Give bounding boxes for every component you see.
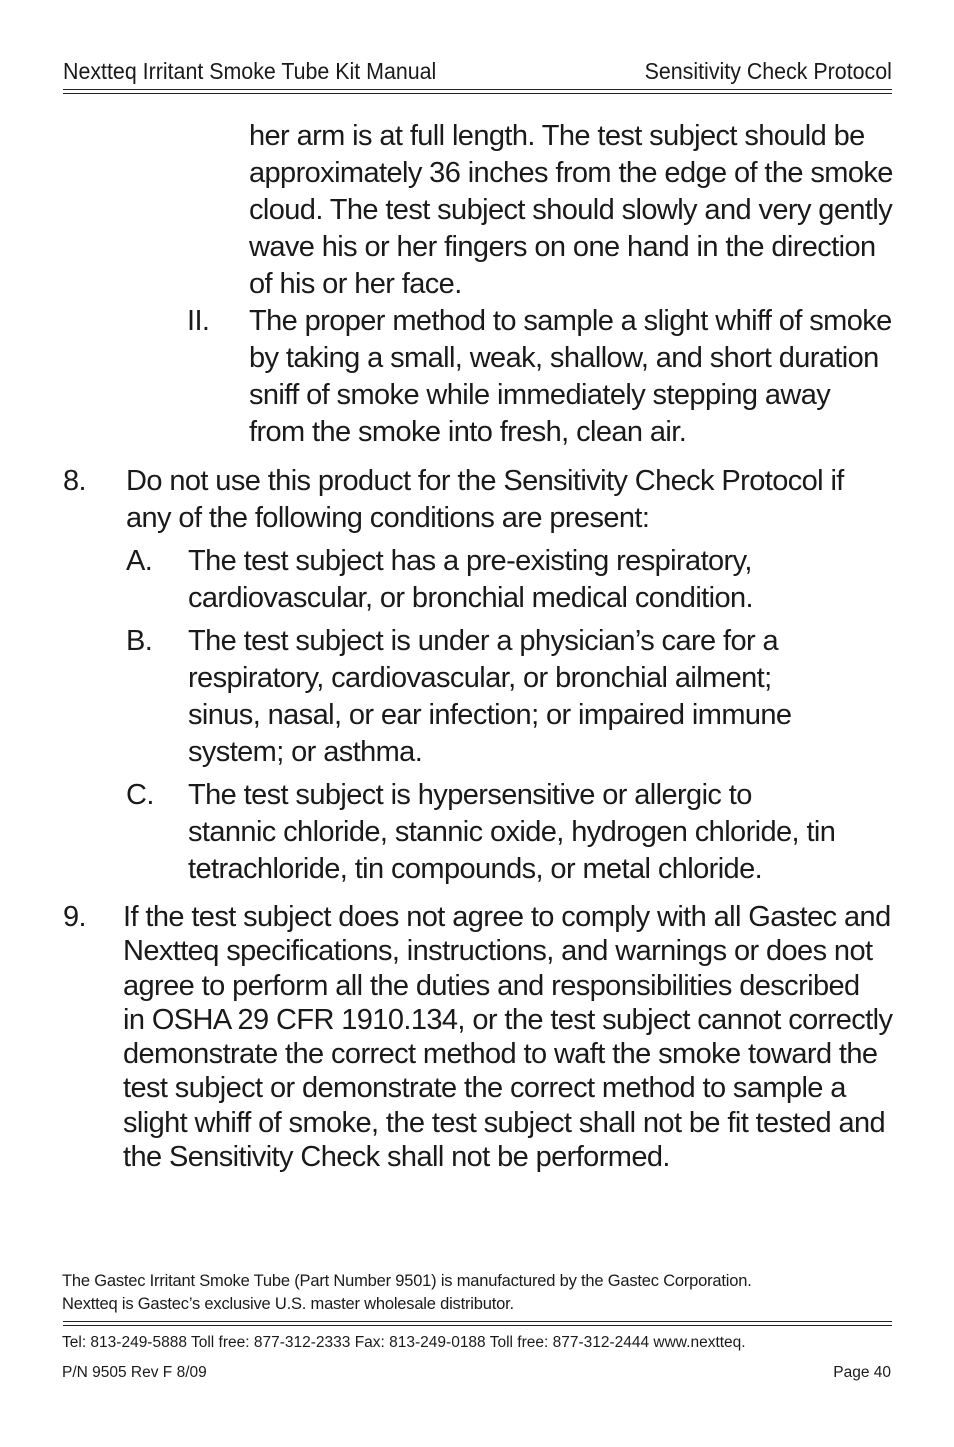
item-ii-text [249,303,892,451]
text-line: sniff of smoke while immediately stepping away [249,379,831,411]
text-line: stannic chloride, stannic oxide, hydrogen chloride, tin [188,816,836,848]
header-rule-bottom [63,93,892,94]
text-line: agree to perform all the duties and responsibilities described [123,969,860,1002]
text-line: by taking a small, weak, shallow, and short duration [249,342,879,374]
continuation-paragraph [249,118,893,303]
text-line: The test subject has a pre-existing respiratory, [188,545,752,577]
text-line: her arm is at full length. The test subject should be [249,120,865,152]
item-9-marker: 9. [63,901,86,933]
text-line: demonstrate the correct method to waft the smoke toward the [123,1038,878,1071]
text-line: from the smoke into fresh, clean air. [249,416,687,448]
text-line: any of the following conditions are present: [126,502,650,534]
text-line: The test subject is under a physician’s care for a [188,625,779,657]
item-8c-marker: C. [126,779,154,811]
footnote [62,1270,752,1316]
text-line: sinus, nasal, or ear infection; or impaired immune [188,699,792,731]
text-line: The test subject is hypersensitive or allergic to [188,779,752,811]
text-line: approximately 36 inches from the edge of the smoke [249,157,893,189]
item-8-marker: 8. [63,465,86,497]
text-line: wave his or her fingers on one hand in the direction [249,231,876,263]
header-manual-title: Nextteq Irritant Smoke Tube Kit Manual [63,58,437,84]
text-line: in OSHA 29 CFR 1910.134, or the test subject cannot correctly [123,1003,893,1036]
text-line: The proper method to sample a slight whiff of smoke [249,305,892,337]
footer-page-number: Page 40 [833,1364,891,1381]
item-9-text [123,900,892,1174]
item-8b-text [188,623,791,771]
header-section-title: Sensitivity Check Protocol [644,58,892,84]
footer-rule-top [63,1321,892,1322]
item-8a-text [188,543,753,617]
text-line: respiratory, cardiovascular, or bronchial ailment; [188,662,772,694]
item-8-text [126,463,844,537]
header-rule-top [63,89,892,90]
item-8a-marker: A. [126,545,153,577]
text-line: of his or her face. [249,268,462,300]
item-8b-marker: B. [126,625,153,657]
text-line: system; or asthma. [188,736,423,768]
item-ii-marker: II. [187,305,210,337]
footer-rule-bottom [63,1325,892,1326]
text-line: test subject or demonstrate the correct method to sample a [123,1072,846,1105]
text-line: slight whiff of smoke, the test subject shall not be fit tested and [123,1106,886,1139]
footnote-line: The Gastec Irritant Smoke Tube (Part Number 9501) is manufactured by the Gastec Corporation. [62,1272,752,1290]
text-line: Nextteq specifications, instructions, and warnings or does not [123,935,873,968]
item-8c-text [188,777,835,888]
footer-contact-info: Tel: 813-249-5888 Toll free: 877-312-2333 Fax: 813-249-0188 Toll free: 877-312-2444 www.nextteq. [62,1334,746,1351]
text-line: cloud. The test subject should slowly and very gently [249,194,893,226]
footnote-line: Nextteq is Gastec’s exclusive U.S. master wholesale distributor. [62,1295,514,1313]
text-line: If the test subject does not agree to comply with all Gastec and [123,901,891,933]
text-line: cardiovascular, or bronchial medical condition. [188,582,753,614]
text-line: tetrachloride, tin compounds, or metal chloride. [188,853,763,885]
text-line: the Sensitivity Check shall not be performed. [123,1141,670,1174]
text-line: Do not use this product for the Sensitivity Check Protocol if [126,465,844,497]
footer-part-number: P/N 9505 Rev F 8/09 [62,1364,207,1381]
